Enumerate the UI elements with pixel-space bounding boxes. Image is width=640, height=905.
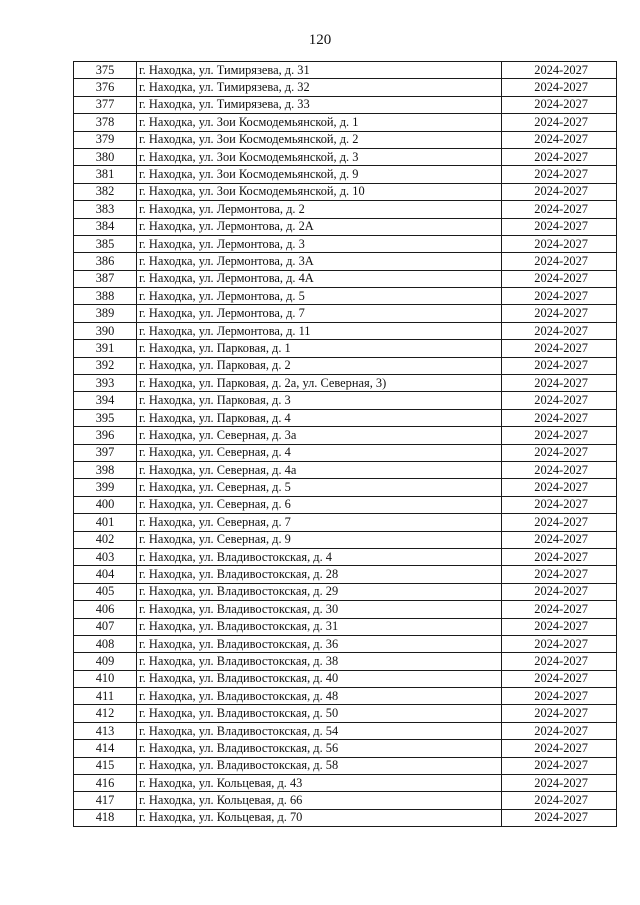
address-cell: г. Находка, ул. Владивостокская, д. 58	[137, 757, 502, 774]
period-cell: 2024-2027	[502, 688, 617, 705]
row-number-cell: 375	[74, 62, 137, 79]
address-cell: г. Находка, ул. Владивостокская, д. 38	[137, 653, 502, 670]
address-cell: г. Находка, ул. Зои Космодемьянской, д. 10	[137, 183, 502, 200]
table-row	[74, 635, 617, 652]
address-cell: г. Находка, ул. Кольцевая, д. 43	[137, 775, 502, 792]
table-row	[74, 653, 617, 670]
address-table-body	[74, 62, 617, 827]
address-cell: г. Находка, ул. Владивостокская, д. 29	[137, 583, 502, 600]
row-number-cell: 399	[74, 479, 137, 496]
period-cell: 2024-2027	[502, 131, 617, 148]
address-cell: г. Находка, ул. Лермонтова, д. 3	[137, 235, 502, 252]
address-cell: г. Находка, ул. Тимирязева, д. 31	[137, 62, 502, 79]
period-cell: 2024-2027	[502, 270, 617, 287]
row-number-cell: 413	[74, 722, 137, 739]
period-cell: 2024-2027	[502, 722, 617, 739]
table-row	[74, 792, 617, 809]
table-row	[74, 166, 617, 183]
period-cell: 2024-2027	[502, 183, 617, 200]
address-cell: г. Находка, ул. Владивостокская, д. 30	[137, 601, 502, 618]
address-cell: г. Находка, ул. Владивостокская, д. 31	[137, 618, 502, 635]
period-cell: 2024-2027	[502, 288, 617, 305]
row-number-cell: 379	[74, 131, 137, 148]
row-number-cell: 416	[74, 775, 137, 792]
table-row	[74, 496, 617, 513]
row-number-cell: 390	[74, 322, 137, 339]
address-cell: г. Находка, ул. Владивостокская, д. 56	[137, 740, 502, 757]
page-number: 120	[308, 32, 332, 48]
address-cell: г. Находка, ул. Зои Космодемьянской, д. 1	[137, 114, 502, 131]
period-cell: 2024-2027	[502, 496, 617, 513]
table-row	[74, 757, 617, 774]
table-row	[74, 114, 617, 131]
row-number-cell: 412	[74, 705, 137, 722]
address-cell: г. Находка, ул. Владивостокская, д. 54	[137, 722, 502, 739]
row-number-cell: 384	[74, 218, 137, 235]
table-row	[74, 566, 617, 583]
address-cell: г. Находка, ул. Владивостокская, д. 4	[137, 548, 502, 565]
table-row	[74, 288, 617, 305]
address-cell: г. Находка, ул. Тимирязева, д. 33	[137, 96, 502, 113]
table-row	[74, 131, 617, 148]
row-number-cell: 417	[74, 792, 137, 809]
period-cell: 2024-2027	[502, 444, 617, 461]
period-cell: 2024-2027	[502, 757, 617, 774]
row-number-cell: 418	[74, 809, 137, 826]
row-number-cell: 403	[74, 548, 137, 565]
table-row	[74, 618, 617, 635]
address-cell: г. Находка, ул. Зои Космодемьянской, д. 9	[137, 166, 502, 183]
period-cell: 2024-2027	[502, 305, 617, 322]
table-row	[74, 427, 617, 444]
table-row	[74, 235, 617, 252]
row-number-cell: 393	[74, 375, 137, 392]
period-cell: 2024-2027	[502, 670, 617, 687]
period-cell: 2024-2027	[502, 601, 617, 618]
address-cell: г. Находка, ул. Парковая, д. 2	[137, 357, 502, 374]
address-cell: г. Находка, ул. Владивостокская, д. 36	[137, 635, 502, 652]
row-number-cell: 387	[74, 270, 137, 287]
row-number-cell: 376	[74, 79, 137, 96]
row-number-cell: 392	[74, 357, 137, 374]
period-cell: 2024-2027	[502, 427, 617, 444]
table-row	[74, 375, 617, 392]
period-cell: 2024-2027	[502, 618, 617, 635]
period-cell: 2024-2027	[502, 514, 617, 531]
period-cell: 2024-2027	[502, 740, 617, 757]
period-cell: 2024-2027	[502, 461, 617, 478]
row-number-cell: 380	[74, 148, 137, 165]
table-row	[74, 444, 617, 461]
period-cell: 2024-2027	[502, 148, 617, 165]
address-cell: г. Находка, ул. Северная, д. 7	[137, 514, 502, 531]
address-cell: г. Находка, ул. Северная, д. 3а	[137, 427, 502, 444]
period-cell: 2024-2027	[502, 218, 617, 235]
row-number-cell: 394	[74, 392, 137, 409]
row-number-cell: 388	[74, 288, 137, 305]
row-number-cell: 406	[74, 601, 137, 618]
table-row	[74, 548, 617, 565]
table-row	[74, 531, 617, 548]
address-cell: г. Находка, ул. Владивостокская, д. 50	[137, 705, 502, 722]
address-cell: г. Находка, ул. Тимирязева, д. 32	[137, 79, 502, 96]
table-row	[74, 583, 617, 600]
row-number-cell: 414	[74, 740, 137, 757]
table-row	[74, 514, 617, 531]
period-cell: 2024-2027	[502, 235, 617, 252]
period-cell: 2024-2027	[502, 635, 617, 652]
period-cell: 2024-2027	[502, 253, 617, 270]
period-cell: 2024-2027	[502, 792, 617, 809]
table-row	[74, 670, 617, 687]
table-row	[74, 740, 617, 757]
period-cell: 2024-2027	[502, 775, 617, 792]
period-cell: 2024-2027	[502, 96, 617, 113]
address-cell: г. Находка, ул. Зои Космодемьянской, д. 2	[137, 131, 502, 148]
address-cell: г. Находка, ул. Кольцевая, д. 70	[137, 809, 502, 826]
table-row	[74, 79, 617, 96]
address-cell: г. Находка, ул. Парковая, д. 2а, ул. Северная, 3)	[137, 375, 502, 392]
address-cell: г. Находка, ул. Лермонтова, д. 11	[137, 322, 502, 339]
period-cell: 2024-2027	[502, 114, 617, 131]
table-row	[74, 62, 617, 79]
table-row	[74, 148, 617, 165]
row-number-cell: 402	[74, 531, 137, 548]
row-number-cell: 409	[74, 653, 137, 670]
row-number-cell: 381	[74, 166, 137, 183]
period-cell: 2024-2027	[502, 531, 617, 548]
address-cell: г. Находка, ул. Владивостокская, д. 40	[137, 670, 502, 687]
address-cell: г. Находка, ул. Парковая, д. 1	[137, 340, 502, 357]
row-number-cell: 391	[74, 340, 137, 357]
row-number-cell: 405	[74, 583, 137, 600]
row-number-cell: 400	[74, 496, 137, 513]
row-number-cell: 398	[74, 461, 137, 478]
address-cell: г. Находка, ул. Лермонтова, д. 5	[137, 288, 502, 305]
table-row	[74, 218, 617, 235]
address-cell: г. Находка, ул. Лермонтова, д. 2	[137, 201, 502, 218]
table-row	[74, 96, 617, 113]
table-row	[74, 479, 617, 496]
table-row	[74, 253, 617, 270]
row-number-cell: 410	[74, 670, 137, 687]
period-cell: 2024-2027	[502, 705, 617, 722]
table-row	[74, 201, 617, 218]
row-number-cell: 404	[74, 566, 137, 583]
row-number-cell: 407	[74, 618, 137, 635]
period-cell: 2024-2027	[502, 340, 617, 357]
table-row	[74, 601, 617, 618]
address-cell: г. Находка, ул. Лермонтова, д. 3А	[137, 253, 502, 270]
address-cell: г. Находка, ул. Парковая, д. 4	[137, 409, 502, 426]
row-number-cell: 397	[74, 444, 137, 461]
period-cell: 2024-2027	[502, 201, 617, 218]
row-number-cell: 401	[74, 514, 137, 531]
address-cell: г. Находка, ул. Северная, д. 6	[137, 496, 502, 513]
period-cell: 2024-2027	[502, 479, 617, 496]
row-number-cell: 411	[74, 688, 137, 705]
row-number-cell: 386	[74, 253, 137, 270]
table-row	[74, 705, 617, 722]
address-cell: г. Находка, ул. Парковая, д. 3	[137, 392, 502, 409]
period-cell: 2024-2027	[502, 62, 617, 79]
row-number-cell: 383	[74, 201, 137, 218]
period-cell: 2024-2027	[502, 79, 617, 96]
address-cell: г. Находка, ул. Лермонтова, д. 2А	[137, 218, 502, 235]
address-table	[73, 61, 617, 827]
period-cell: 2024-2027	[502, 566, 617, 583]
table-row	[74, 322, 617, 339]
table-row	[74, 357, 617, 374]
address-cell: г. Находка, ул. Владивостокская, д. 48	[137, 688, 502, 705]
period-cell: 2024-2027	[502, 653, 617, 670]
table-row	[74, 392, 617, 409]
address-cell: г. Находка, ул. Владивостокская, д. 28	[137, 566, 502, 583]
table-row	[74, 722, 617, 739]
address-cell: г. Находка, ул. Северная, д. 4	[137, 444, 502, 461]
period-cell: 2024-2027	[502, 357, 617, 374]
address-cell: г. Находка, ул. Лермонтова, д. 4А	[137, 270, 502, 287]
row-number-cell: 408	[74, 635, 137, 652]
address-cell: г. Находка, ул. Кольцевая, д. 66	[137, 792, 502, 809]
table-row	[74, 461, 617, 478]
table-row	[74, 340, 617, 357]
period-cell: 2024-2027	[502, 583, 617, 600]
period-cell: 2024-2027	[502, 322, 617, 339]
row-number-cell: 415	[74, 757, 137, 774]
period-cell: 2024-2027	[502, 809, 617, 826]
period-cell: 2024-2027	[502, 166, 617, 183]
period-cell: 2024-2027	[502, 409, 617, 426]
table-row	[74, 775, 617, 792]
row-number-cell: 377	[74, 96, 137, 113]
period-cell: 2024-2027	[502, 375, 617, 392]
row-number-cell: 385	[74, 235, 137, 252]
period-cell: 2024-2027	[502, 392, 617, 409]
row-number-cell: 396	[74, 427, 137, 444]
table-row	[74, 409, 617, 426]
table-row	[74, 183, 617, 200]
table-row	[74, 809, 617, 826]
row-number-cell: 382	[74, 183, 137, 200]
period-cell: 2024-2027	[502, 548, 617, 565]
address-cell: г. Находка, ул. Северная, д. 4а	[137, 461, 502, 478]
row-number-cell: 389	[74, 305, 137, 322]
table-row	[74, 305, 617, 322]
row-number-cell: 378	[74, 114, 137, 131]
address-cell: г. Находка, ул. Северная, д. 5	[137, 479, 502, 496]
address-cell: г. Находка, ул. Северная, д. 9	[137, 531, 502, 548]
address-cell: г. Находка, ул. Лермонтова, д. 7	[137, 305, 502, 322]
row-number-cell: 395	[74, 409, 137, 426]
table-row	[74, 688, 617, 705]
table-row	[74, 270, 617, 287]
address-cell: г. Находка, ул. Зои Космодемьянской, д. 3	[137, 148, 502, 165]
